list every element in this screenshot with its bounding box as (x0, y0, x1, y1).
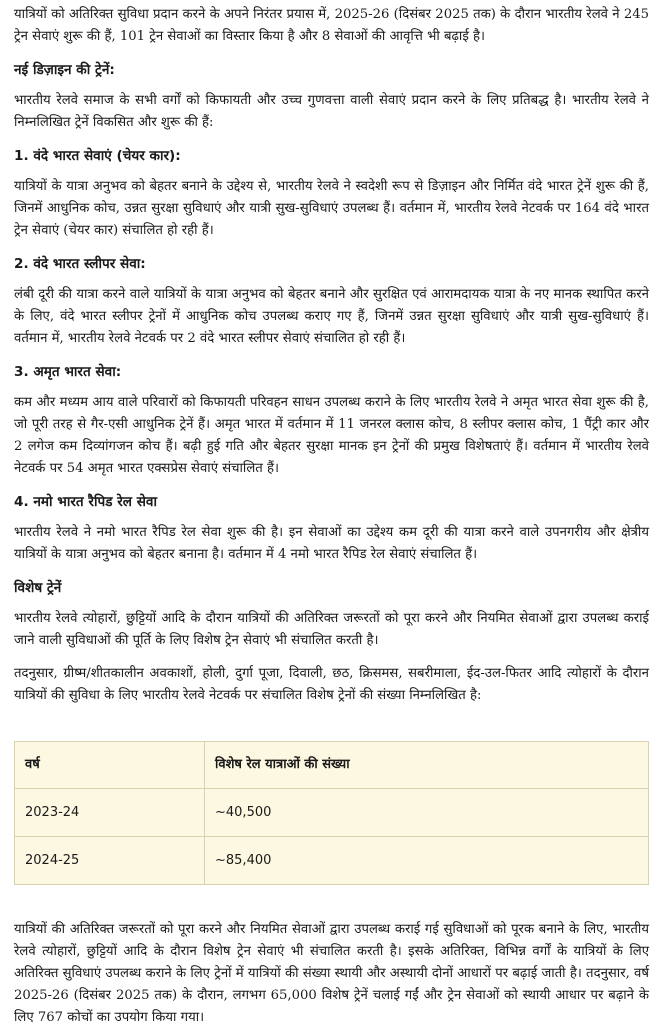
amrit-bharat-heading: 3. अमृत भारत सेवा: (14, 364, 122, 380)
vande-bharat-sleeper-heading: 2. वंदे भारत स्लीपर सेवा: (14, 256, 146, 272)
table-row (15, 837, 649, 885)
table-row (15, 789, 649, 837)
namo-bharat-heading: 4. नमो भारत रैपिड रेल सेवा (14, 494, 157, 510)
table-cell-year: 2024-25 (15, 837, 205, 885)
special-trips-table-wrapper (14, 741, 649, 885)
special-trains-paragraph-1: भारतीय रेलवे त्योहारों, छुट्टियों आदि के दौरान यात्रियों की अतिरिक्त जरूरतों को पूरा करने और नियमित सेवाओं द्वारा उपलब्ध कराई जाने वाली सुविधाओं की पूर्ति के लिए विशेष ट्रेन सेवाएं भी संचालित करती है। (14, 611, 649, 648)
table-header-year: वर्ष (15, 742, 205, 789)
table-cell-count: ~85,400 (205, 837, 649, 885)
intro-paragraph: यात्रियों को अतिरिक्त सुविधा प्रदान करने के अपने निरंतर प्रयास में, 2025-26 (दिसंबर 2025 तक) के दौरान भारतीय रेलवे ने 245 ट्रेन सेवाएं शुरू की हैं, 101 ट्रेन सेवाओं का विस्तार किया है और 8 सेवाओं की आवृत्ति भी बढ़ाई है। (14, 7, 649, 44)
namo-bharat-paragraph: भारतीय रेलवे ने नमो भारत रैपिड रेल सेवा शुरू की है। इन सेवाओं का उद्देश्य कम दूरी की यात्रा करने वाले उपनगरीय और क्षेत्रीय यात्रियों के यात्रा अनुभव को बेहतर बनाना है। वर्तमान में 4 नमो भारत रैपिड रेल सेवाएं संचालित हैं। (14, 525, 649, 562)
table-header-count: विशेष रेल यात्राओं की संख्या (205, 742, 649, 789)
vande-bharat-chair-paragraph: यात्रियों के यात्रा अनुभव को बेहतर बनाने के उद्देश्य से, भारतीय रेलवे ने स्वदेशी रूप से डिज़ाइन और निर्मित वंदे भारत ट्रेनें शुरू की हैं, जिनमें आधुनिक कोच, उन्नत सुरक्षा सुविधाएं और यात्री सुख-सुविधाएं उपलब्ध हैं। वर्तमान में, भारतीय रेलवे नेटवर्क पर 164 वंदे भारत ट्रेन सेवाएं (चेयर कार) संचालित हो रही हैं। (14, 179, 649, 238)
vande-bharat-chair-heading: 1. वंदे भारत सेवाएं (चेयर कार): (14, 148, 181, 164)
table-cell-count: ~40,500 (205, 789, 649, 837)
vande-bharat-sleeper-paragraph: लंबी दूरी की यात्रा करने वाले यात्रियों के यात्रा अनुभव को बेहतर बनाने और सुरक्षित एवं आरामदायक यात्रा के नए मानक स्थापित करने के लिए, वंदे भारत स्लीपर ट्रेनों में आधुनिक कोच उपलब्ध कराए गए हैं, जिनमें उन्नत सुरक्षा सुविधाएं और यात्री सुख-सुविधाएं हैं। वर्तमान में, भारतीय रेलवे नेटवर्क पर 2 वंदे भारत स्लीपर सेवाएं संचालित हो रही हैं। (14, 287, 649, 346)
special-trains-heading: विशेष ट्रेनें (14, 580, 62, 596)
special-trains-paragraph-2: तदनुसार, ग्रीष्म/शीतकालीन अवकाशों, होली, दुर्गा पूजा, दिवाली, छठ, क्रिसमस, सबरीमाला, ईद-उल-फितर आदि त्योहारों के दौरान यात्रियों की सुविधा के लिए भारतीय रेलवे नेटवर्क पर संचालित विशेष ट्रेनों की संख्या निम्नलिखित है: (14, 666, 649, 703)
closing-paragraph: यात्रियों की अतिरिक्त जरूरतों को पूरा करने और नियमित सेवाओं द्वारा उपलब्ध कराई गई सुविधाओं को पूरक बनाने के लिए, भारतीय रेलवे त्योहारों, छुट्टियों आदि के दौरान विशेष ट्रेन सेवाएं भी संचालित करती है। इसके अतिरिक्त, विभिन्न वर्गों के यात्रियों के लिए अतिरिक्त सुविधाएं उपलब्ध कराने के लिए ट्रेनों में यात्रियों की संख्या स्थायी और अस्थायी दोनों आधारों पर बढ़ाई जाती है। तदनुसार, वर्ष 2025-26 (दिसंबर 2025 तक) के दौरान, लगभग 65,000 विशेष ट्रेनें चलाई गईं और ट्रेन सेवाओं को स्थायी आधार पर बढ़ाने के लिए 767 कोचों का उपयोग किया गया। (14, 922, 649, 1025)
table-cell-year: 2023-24 (15, 789, 205, 837)
new-trains-paragraph: भारतीय रेलवे समाज के सभी वर्गों को किफायती और उच्च गुणवत्ता वाली सेवाएं प्रदान करने के लिए प्रतिबद्ध है। भारतीय रेलवे ने निम्नलिखित ट्रेनें विकसित और शुरू की हैं: (14, 93, 649, 130)
new-trains-heading: नई डिज़ाइन की ट्रेनें: (14, 62, 115, 78)
special-trips-table (14, 741, 649, 885)
amrit-bharat-paragraph: कम और मध्यम आय वाले परिवारों को किफायती परिवहन साधन उपलब्ध कराने के लिए भारतीय रेलवे ने अमृत भारत सेवा शुरू की है, जो पूरी तरह से गैर-एसी आधुनिक ट्रेनें हैं। अमृत भारत में वर्तमान में 11 जनरल क्लास कोच, 8 स्लीपर क्लास कोच, 1 पैंट्री कार और 2 लगेज कम दिव्यांगजन कोच हैं। बढ़ी हुई गति और बेहतर सुरक्षा मानक इन ट्रेनों की प्रमुख विशेषताएं हैं। वर्तमान में भारतीय रेलवे नेटवर्क पर 54 अमृत भारत एक्सप्रेस सेवाएं संचालित हैं। (14, 395, 649, 476)
table-header-row (15, 742, 649, 789)
